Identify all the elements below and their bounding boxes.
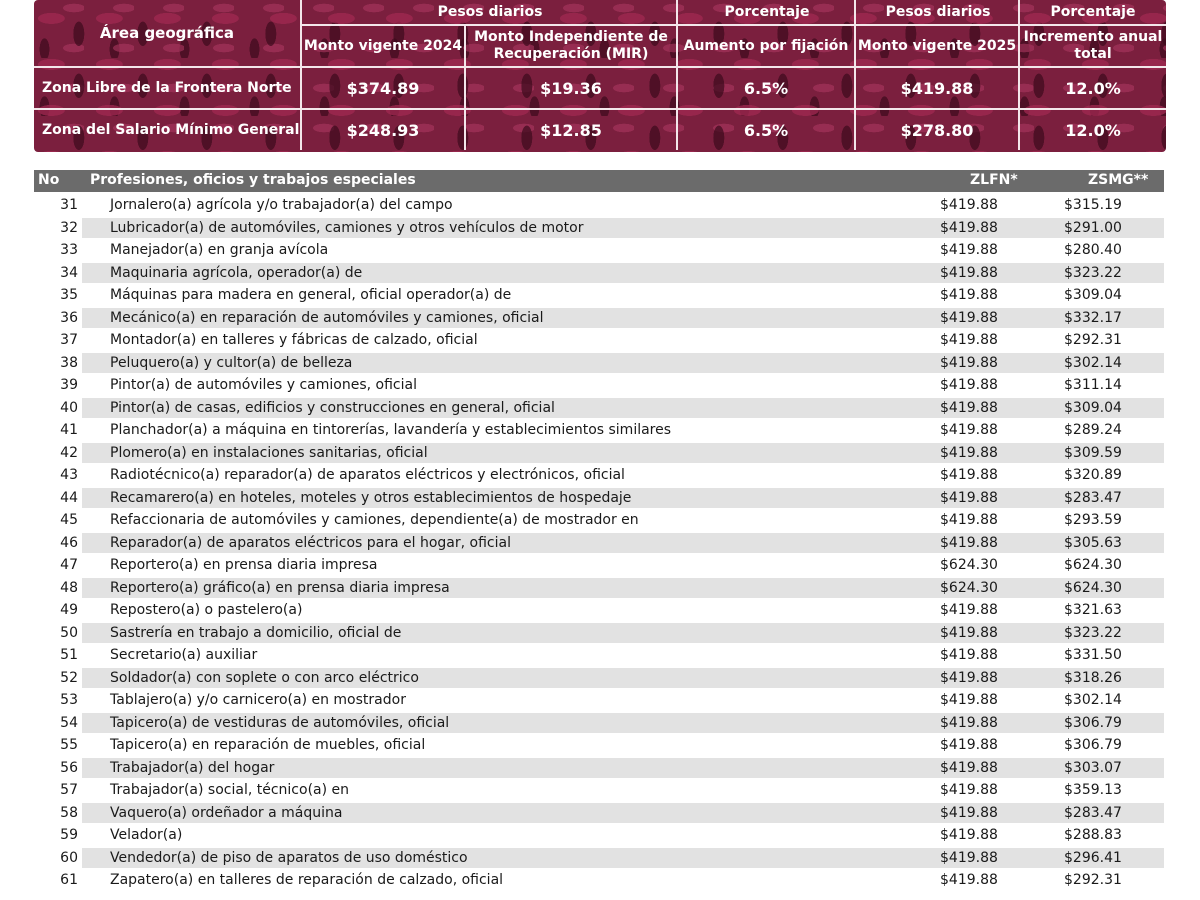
row-zlfn-amount: $419.88 (940, 242, 998, 258)
row-profession: Mecánico(a) en reparación de automóviles y camiones, oficial (110, 309, 544, 326)
monto-2025: $278.80 (856, 110, 1020, 150)
row-number: 55 (60, 737, 78, 753)
monto-2024: $248.93 (302, 110, 466, 150)
row-profession: Vendedor(a) de piso de aparatos de uso doméstico (110, 849, 468, 866)
row-zlfn-amount: $419.88 (940, 804, 998, 821)
row-number: 51 (60, 647, 78, 663)
row-zsmg-amount: $315.19 (1064, 197, 1122, 213)
row-profession: Sastrería en trabajo a domicilio, oficial de (110, 624, 402, 641)
row-zsmg-amount: $289.24 (1064, 422, 1122, 438)
row-zsmg-amount: $283.47 (1064, 489, 1122, 506)
row-number: 36 (60, 309, 78, 326)
monto-mir: $12.85 (466, 110, 678, 150)
row-zlfn-amount: $419.88 (940, 467, 998, 483)
row-zsmg-amount: $323.22 (1064, 264, 1122, 281)
table-row (34, 667, 1164, 690)
row-number: 45 (60, 512, 78, 528)
row-profession: Radiotécnico(a) reparador(a) de aparatos eléctricos y electrónicos, oficial (110, 467, 625, 483)
row-number: 35 (60, 287, 78, 303)
row-zsmg-amount: $305.63 (1064, 534, 1122, 551)
table-row (34, 599, 1164, 622)
row-number: 56 (60, 759, 78, 776)
table-row (34, 442, 1164, 465)
table-row (34, 757, 1164, 780)
row-zlfn-amount: $419.88 (940, 197, 998, 213)
summary-row-zsmg (34, 110, 1166, 150)
table-row (34, 532, 1164, 555)
row-zsmg-amount: $318.26 (1064, 669, 1122, 686)
row-profession: Vaquero(a) ordeñador a máquina (110, 804, 343, 821)
list-table-header (34, 170, 1164, 192)
table-row (34, 217, 1164, 240)
aumento: 6.5% (678, 110, 856, 150)
row-zsmg-amount: $283.47 (1064, 804, 1122, 821)
row-zsmg-amount: $296.41 (1064, 849, 1122, 866)
row-zlfn-amount: $419.88 (940, 647, 998, 663)
table-row (34, 802, 1164, 825)
row-number: 43 (60, 467, 78, 483)
row-profession: Soldador(a) con soplete o con arco eléctrico (110, 669, 419, 686)
row-zlfn-amount: $419.88 (940, 444, 998, 461)
header-no: No (38, 172, 60, 188)
header-profesiones: Profesiones, oficios y trabajos especiales (90, 172, 416, 188)
monto-2024: $374.89 (302, 68, 466, 108)
row-number: 59 (60, 827, 78, 843)
area-header: Área geográfica (34, 0, 302, 66)
row-number: 61 (60, 872, 78, 888)
row-profession: Lubricador(a) de automóviles, camiones y otros vehículos de motor (110, 219, 584, 236)
row-number: 50 (60, 624, 78, 641)
row-zlfn-amount: $419.88 (940, 759, 998, 776)
table-row (34, 239, 1164, 262)
row-zsmg-amount: $311.14 (1064, 377, 1122, 393)
row-number: 44 (60, 489, 78, 506)
table-row (34, 734, 1164, 757)
row-number: 48 (60, 579, 78, 596)
row-zlfn-amount: $419.88 (940, 422, 998, 438)
row-profession: Pintor(a) de automóviles y camiones, oficial (110, 377, 417, 393)
area-name: Zona Libre de la Frontera Norte (34, 68, 302, 108)
subheader-monto-2024: Monto vigente 2024 (302, 26, 466, 66)
row-number: 58 (60, 804, 78, 821)
table-row (34, 329, 1164, 352)
row-number: 32 (60, 219, 78, 236)
table-row (34, 622, 1164, 645)
table-row (34, 397, 1164, 420)
row-zsmg-amount: $624.30 (1064, 557, 1122, 573)
row-zsmg-amount: $291.00 (1064, 219, 1122, 236)
group-header-pesos-diarios-2024: Pesos diarios (437, 4, 543, 20)
row-zsmg-amount: $332.17 (1064, 309, 1122, 326)
row-profession: Tablajero(a) y/o carnicero(a) en mostrador (110, 692, 406, 708)
row-number: 38 (60, 354, 78, 371)
table-row (34, 779, 1164, 802)
row-zsmg-amount: $302.14 (1064, 354, 1122, 371)
group-header-porcentaje-total: Porcentaje (1050, 4, 1136, 20)
table-row (34, 847, 1164, 870)
row-profession: Tapicero(a) de vestiduras de automóviles, oficial (110, 714, 450, 731)
row-number: 37 (60, 332, 78, 348)
row-profession: Tapicero(a) en reparación de muebles, oficial (110, 737, 426, 753)
row-profession: Planchador(a) a máquina en tintorerías, lavandería y establecimientos similares (110, 422, 672, 438)
row-number: 31 (60, 197, 78, 213)
row-profession: Montador(a) en talleres y fábricas de calzado, oficial (110, 332, 478, 348)
row-zlfn-amount: $419.88 (940, 219, 998, 236)
row-number: 52 (60, 669, 78, 686)
aumento: 6.5% (678, 68, 856, 108)
row-profession: Reparador(a) de aparatos eléctricos para el hogar, oficial (110, 534, 511, 551)
header-zlfn: ZLFN* (970, 172, 1018, 188)
table-row (34, 712, 1164, 735)
subheader-mir: Monto Independiente de Recuperación (MIR) (466, 26, 678, 66)
group-header-pesos-diarios-2025: Pesos diarios (885, 4, 991, 20)
row-zlfn-amount: $419.88 (940, 714, 998, 731)
row-zlfn-amount: $419.88 (940, 737, 998, 753)
row-zlfn-amount: $419.88 (940, 872, 998, 888)
row-profession: Reportero(a) en prensa diaria impresa (110, 557, 378, 573)
row-zsmg-amount: $288.83 (1064, 827, 1122, 843)
row-profession: Jornalero(a) agrícola y/o trabajador(a) del campo (110, 197, 453, 213)
table-row (34, 284, 1164, 307)
table-row (34, 554, 1164, 577)
table-row (34, 689, 1164, 712)
row-number: 57 (60, 782, 78, 798)
row-profession: Reportero(a) gráfico(a) en prensa diaria impresa (110, 579, 450, 596)
row-zlfn-amount: $419.88 (940, 489, 998, 506)
row-number: 34 (60, 264, 78, 281)
row-profession: Peluquero(a) y cultor(a) de belleza (110, 354, 353, 371)
row-zsmg-amount: $302.14 (1064, 692, 1122, 708)
row-profession: Repostero(a) o pastelero(a) (110, 602, 303, 618)
row-profession: Manejador(a) en granja avícola (110, 242, 329, 258)
row-profession: Refaccionaria de automóviles y camiones, dependiente(a) de mostrador en (110, 512, 639, 528)
subheader-incremento: Incremento anual total (1023, 29, 1163, 62)
row-zsmg-amount: $280.40 (1064, 242, 1122, 258)
row-zsmg-amount: $624.30 (1064, 579, 1122, 596)
row-zsmg-amount: $292.31 (1064, 872, 1122, 888)
row-zsmg-amount: $331.50 (1064, 647, 1122, 663)
row-zlfn-amount: $624.30 (940, 557, 998, 573)
row-zlfn-amount: $419.88 (940, 512, 998, 528)
table-row (34, 577, 1164, 600)
row-zlfn-amount: $419.88 (940, 354, 998, 371)
row-zlfn-amount: $419.88 (940, 669, 998, 686)
header-zsmg: ZSMG** (1088, 172, 1149, 188)
row-zsmg-amount: $309.04 (1064, 287, 1122, 303)
table-row (34, 464, 1164, 487)
row-zsmg-amount: $306.79 (1064, 714, 1122, 731)
table-row (34, 307, 1164, 330)
row-zlfn-amount: $419.88 (940, 692, 998, 708)
group-header-porcentaje: Porcentaje (724, 4, 810, 20)
row-profession: Trabajador(a) del hogar (110, 759, 275, 776)
professions-list (34, 194, 1164, 892)
row-zlfn-amount: $419.88 (940, 602, 998, 618)
row-zsmg-amount: $321.63 (1064, 602, 1122, 618)
table-row (34, 419, 1164, 442)
row-number: 33 (60, 242, 78, 258)
row-zsmg-amount: $303.07 (1064, 759, 1122, 776)
summary-row-zlfn (34, 68, 1166, 108)
table-row (34, 262, 1164, 285)
subheader-monto-2025: Monto vigente 2025 (856, 26, 1020, 66)
table-row (34, 644, 1164, 667)
table-row (34, 824, 1164, 847)
salary-summary-table (34, 0, 1166, 152)
row-zsmg-amount: $306.79 (1064, 737, 1122, 753)
table-row (34, 509, 1164, 532)
row-zlfn-amount: $419.88 (940, 399, 998, 416)
monto-mir: $19.36 (466, 68, 678, 108)
row-profession: Pintor(a) de casas, edificios y construcciones en general, oficial (110, 399, 555, 416)
row-zlfn-amount: $419.88 (940, 624, 998, 641)
row-number: 46 (60, 534, 78, 551)
table-row (34, 869, 1164, 892)
row-number: 54 (60, 714, 78, 731)
row-number: 60 (60, 849, 78, 866)
row-number: 41 (60, 422, 78, 438)
table-row (34, 352, 1164, 375)
area-name: Zona del Salario Mínimo General (34, 110, 302, 150)
table-row (34, 194, 1164, 217)
row-profession: Secretario(a) auxiliar (110, 647, 258, 663)
row-number: 39 (60, 377, 78, 393)
row-zsmg-amount: $359.13 (1064, 782, 1122, 798)
row-profession: Plomero(a) en instalaciones sanitarias, oficial (110, 444, 428, 461)
row-zlfn-amount: $419.88 (940, 782, 998, 798)
subheader-aumento: Aumento por fijación (678, 26, 856, 66)
row-profession: Máquinas para madera en general, oficial operador(a) de (110, 287, 512, 303)
row-zlfn-amount: $419.88 (940, 264, 998, 281)
row-zlfn-amount: $419.88 (940, 332, 998, 348)
row-profession: Zapatero(a) en talleres de reparación de calzado, oficial (110, 872, 504, 888)
row-profession: Trabajador(a) social, técnico(a) en (110, 782, 350, 798)
row-number: 49 (60, 602, 78, 618)
row-number: 40 (60, 399, 78, 416)
monto-2025: $419.88 (856, 68, 1020, 108)
row-zlfn-amount: $419.88 (940, 377, 998, 393)
row-number: 47 (60, 557, 78, 573)
row-profession: Maquinaria agrícola, operador(a) de (110, 264, 363, 281)
incremento: 12.0% (1065, 120, 1121, 140)
table-row (34, 487, 1164, 510)
row-zlfn-amount: $419.88 (940, 309, 998, 326)
row-number: 53 (60, 692, 78, 708)
row-zlfn-amount: $419.88 (940, 849, 998, 866)
incremento: 12.0% (1065, 78, 1121, 98)
row-zsmg-amount: $323.22 (1064, 624, 1122, 641)
row-zlfn-amount: $419.88 (940, 287, 998, 303)
row-zlfn-amount: $419.88 (940, 827, 998, 843)
table-row (34, 374, 1164, 397)
row-zlfn-amount: $419.88 (940, 534, 998, 551)
row-zsmg-amount: $293.59 (1064, 512, 1122, 528)
row-profession: Recamarero(a) en hoteles, moteles y otros establecimientos de hospedaje (110, 489, 632, 506)
row-profession: Velador(a) (110, 827, 183, 843)
row-zsmg-amount: $292.31 (1064, 332, 1122, 348)
row-zsmg-amount: $309.04 (1064, 399, 1122, 416)
row-zlfn-amount: $624.30 (940, 579, 998, 596)
row-number: 42 (60, 444, 78, 461)
row-zsmg-amount: $309.59 (1064, 444, 1122, 461)
row-zsmg-amount: $320.89 (1064, 467, 1122, 483)
